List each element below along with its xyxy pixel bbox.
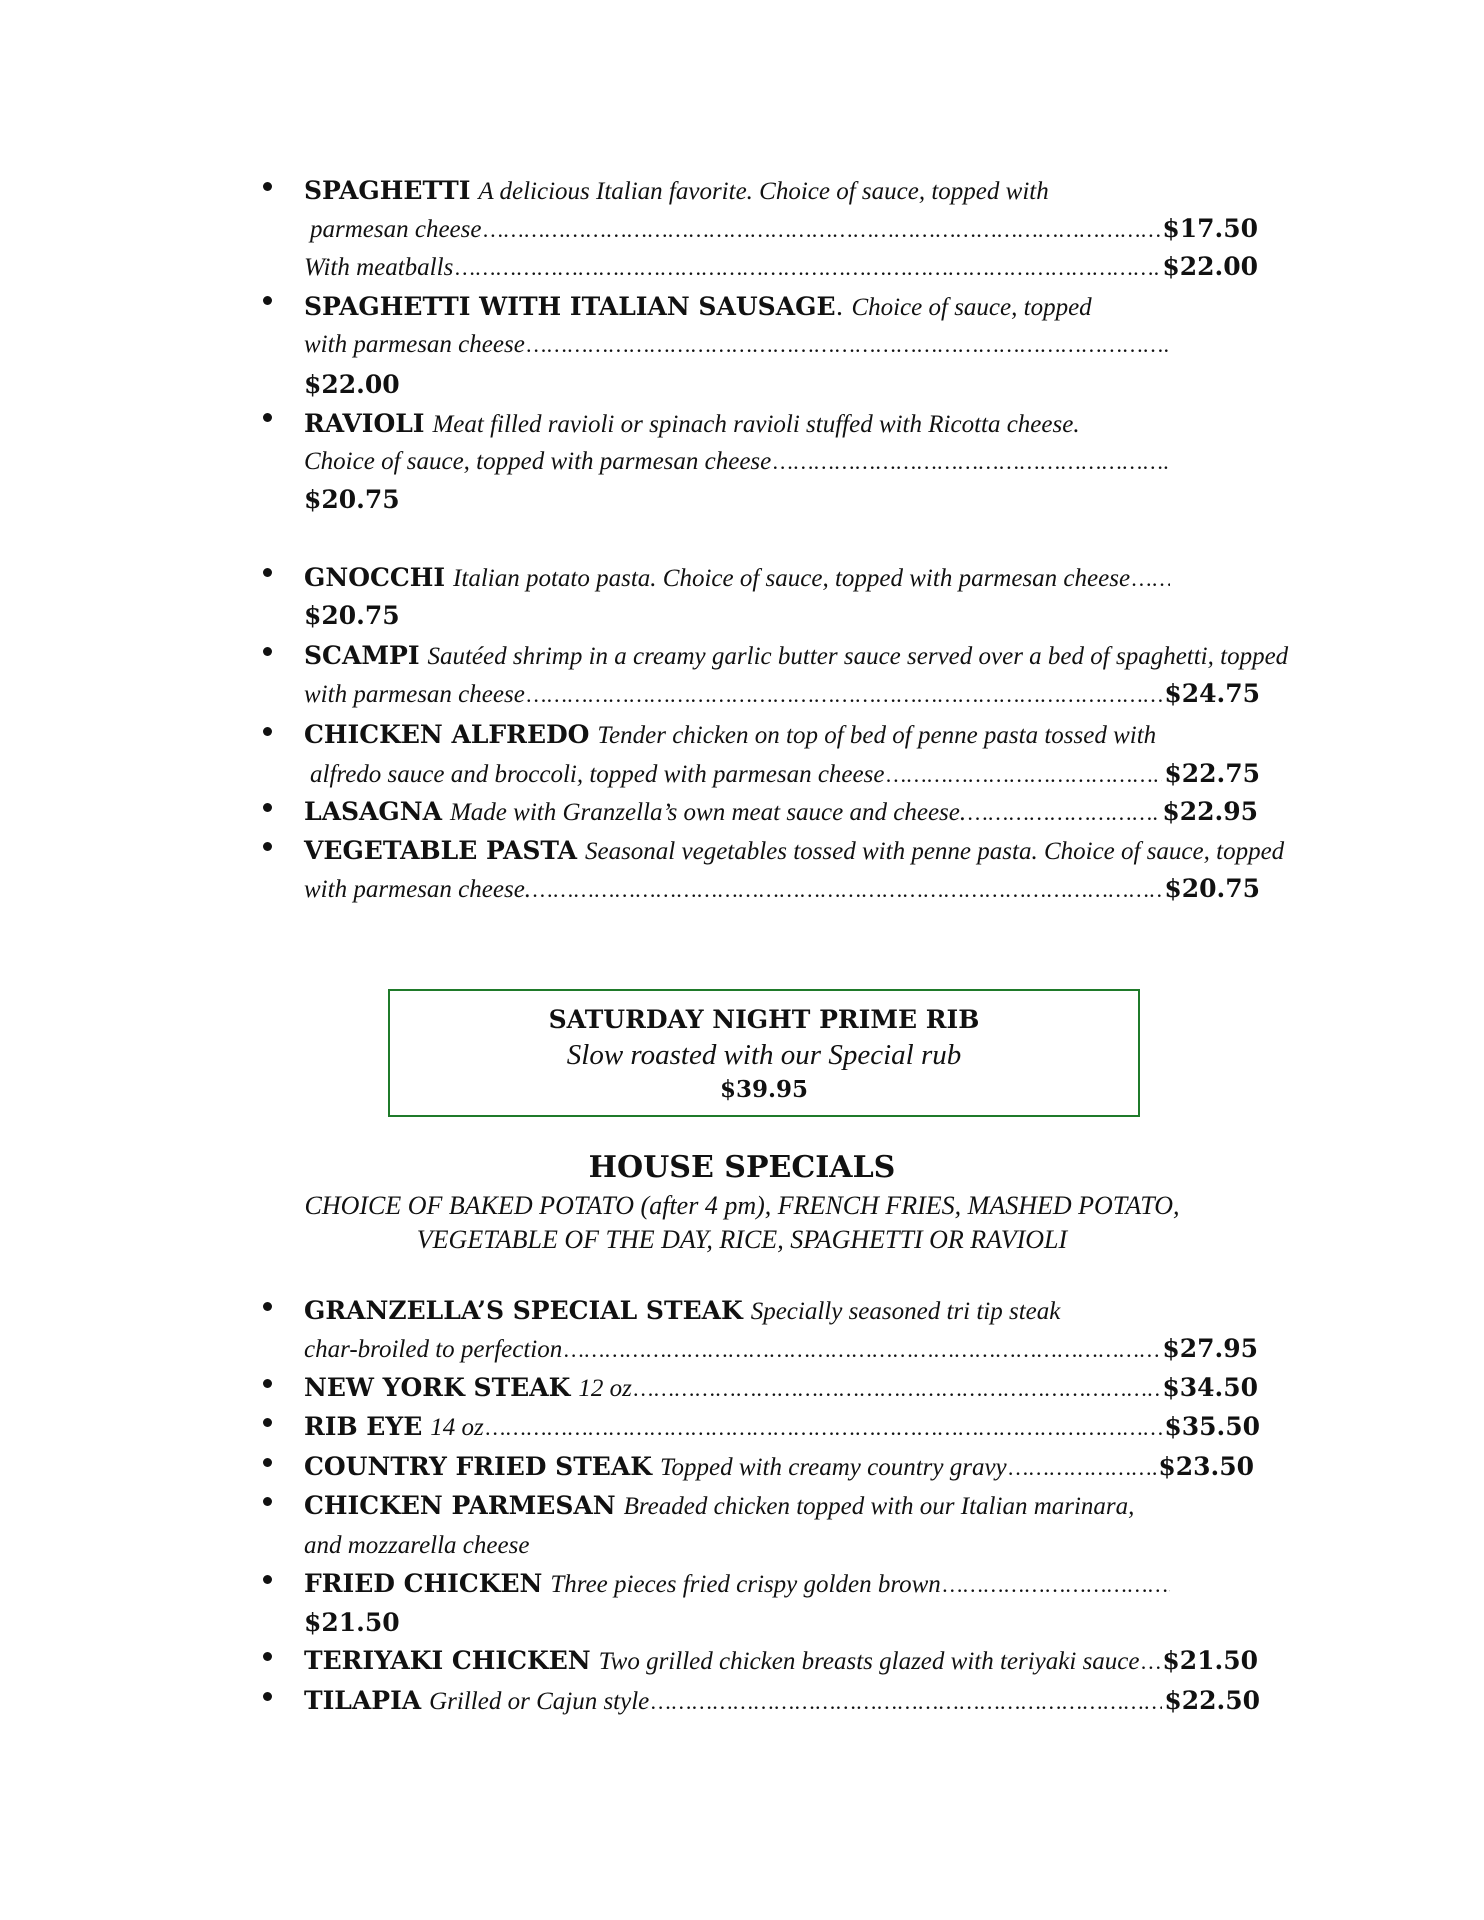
item-name: CHICKEN ALFREDO bbox=[304, 720, 590, 749]
menu-item-country-fried-steak bbox=[304, 1452, 1254, 1482]
menu-item-ravioli bbox=[304, 409, 1080, 439]
menu-item-tilapia bbox=[304, 1686, 1260, 1716]
bullet bbox=[263, 803, 272, 812]
menu-item-new-york-steak bbox=[304, 1373, 1258, 1403]
bullet bbox=[263, 727, 272, 736]
item-description: Breaded chicken topped with our Italian marinara, bbox=[623, 1493, 1135, 1520]
item-name: TERIYAKI CHICKEN bbox=[304, 1646, 591, 1675]
leader-dots bbox=[651, 1687, 1162, 1717]
menu-item-gnocchi bbox=[304, 563, 1172, 593]
menu-item-gnocchi-price bbox=[304, 601, 400, 631]
item-description: Seasonal vegetables tossed with penne pasta. Choice of sauce, topped bbox=[584, 838, 1285, 865]
bullet bbox=[263, 413, 272, 422]
item-description: Sautéed shrimp in a creamy garlic butter sauce served over a bed of spaghetti, topped bbox=[427, 643, 1289, 670]
prime-rib-box bbox=[388, 989, 1140, 1117]
bullet bbox=[263, 1575, 272, 1584]
item-name: NEW YORK STEAK bbox=[304, 1373, 571, 1402]
menu-item-rib-eye bbox=[304, 1412, 1260, 1442]
item-description: Tender chicken on top of bed of penne pasta tossed with bbox=[597, 722, 1157, 749]
leader-dots bbox=[455, 253, 1160, 283]
menu-item-chicken-parmesan bbox=[304, 1491, 1134, 1521]
sides-line-1: CHOICE OF BAKED POTATO (after 4 pm), FRENCH FRIES, MASHED POTATO, bbox=[304, 1191, 1180, 1220]
item-price: $27.95 bbox=[1162, 1334, 1258, 1363]
menu-item-chicken-parmesan-line2 bbox=[304, 1530, 529, 1560]
item-price: $22.50 bbox=[1164, 1686, 1260, 1715]
bullet bbox=[263, 568, 272, 577]
sides-line-2: VEGETABLE OF THE DAY, RICE, SPAGHETTI OR RAVIOLI bbox=[416, 1225, 1068, 1254]
item-price: $34.50 bbox=[1162, 1373, 1258, 1402]
item-description: Grilled or Cajun style bbox=[429, 1688, 650, 1715]
item-name-suffix: . bbox=[835, 292, 844, 321]
item-description: A delicious Italian favorite. Choice of sauce, topped with bbox=[478, 178, 1049, 205]
leader-dots bbox=[486, 1413, 1163, 1443]
item-price: $22.00 bbox=[304, 370, 400, 399]
item-price: $20.75 bbox=[1164, 874, 1260, 903]
item-description: Made with Granzella’s own meat sauce and cheese. bbox=[449, 799, 967, 826]
menu-item-vegetable-pasta-line2 bbox=[304, 874, 1260, 904]
leader-dots bbox=[1132, 564, 1170, 594]
prime-rib-title: SATURDAY NIGHT PRIME RIB bbox=[548, 1005, 980, 1034]
prime-rib-subtitle: Slow roasted with our Special rub bbox=[566, 1039, 962, 1071]
item-description: alfredo sauce and broccoli, topped with parmesan cheese bbox=[310, 761, 885, 788]
item-name: VEGETABLE PASTA bbox=[304, 836, 578, 865]
item-name: COUNTRY FRIED STEAK bbox=[304, 1452, 652, 1481]
item-name: SCAMPI bbox=[304, 641, 420, 670]
leader-dots bbox=[527, 680, 1163, 710]
item-price: $23.50 bbox=[1158, 1452, 1254, 1481]
leader-dots bbox=[773, 447, 1170, 477]
menu-item-lasagna bbox=[304, 797, 1258, 827]
item-description: Meat filled ravioli or spinach ravioli stuffed with Ricotta cheese. bbox=[432, 411, 1080, 438]
menu-item-ravioli-price bbox=[304, 485, 400, 515]
item-price: $24.75 bbox=[1164, 679, 1260, 708]
bullet bbox=[263, 1458, 272, 1467]
item-description: with parmesan cheese bbox=[304, 681, 525, 708]
item-price: $17.50 bbox=[1162, 214, 1258, 243]
item-description: Choice of sauce, topped bbox=[851, 294, 1092, 321]
bullet bbox=[263, 647, 272, 656]
bullet bbox=[263, 182, 272, 191]
bullet bbox=[263, 842, 272, 851]
item-price: $20.75 bbox=[304, 601, 400, 630]
item-description: Two grilled chicken breasts glazed with teriyaki sauce bbox=[598, 1648, 1140, 1675]
item-name: RAVIOLI bbox=[304, 409, 425, 438]
menu-item-special-steak bbox=[304, 1296, 1060, 1326]
leader-dots bbox=[483, 215, 1160, 245]
item-description: 12 oz bbox=[578, 1375, 632, 1402]
item-description: with parmesan cheese. bbox=[304, 876, 532, 903]
item-description: Topped with creamy country gravy bbox=[659, 1454, 1007, 1481]
leader-dots bbox=[564, 1335, 1160, 1365]
leader-dots bbox=[634, 1374, 1161, 1404]
menu-item-chicken-alfredo-line2 bbox=[310, 759, 1260, 789]
menu-item-fried-chicken bbox=[304, 1569, 1172, 1599]
item-name: TILAPIA bbox=[304, 1686, 422, 1715]
leader-dots bbox=[527, 330, 1170, 360]
bullet bbox=[263, 1418, 272, 1427]
bullet bbox=[263, 1652, 272, 1661]
item-description: and mozzarella cheese bbox=[304, 1532, 530, 1559]
item-name: FRIED CHICKEN bbox=[304, 1569, 543, 1598]
item-price: $35.50 bbox=[1164, 1412, 1260, 1441]
menu-item-vegetable-pasta bbox=[304, 836, 1284, 866]
item-price: $21.50 bbox=[1162, 1646, 1258, 1675]
item-name: LASAGNA bbox=[304, 797, 443, 826]
house-specials-title: HOUSE SPECIALS bbox=[588, 1150, 896, 1185]
menu-item-chicken-alfredo bbox=[304, 720, 1156, 750]
item-name: GRANZELLA’S SPECIAL STEAK bbox=[304, 1296, 743, 1325]
menu-item-spaghetti-sausage bbox=[304, 292, 1092, 322]
item-description: char-broiled to perfection bbox=[304, 1336, 563, 1363]
bullet bbox=[263, 296, 272, 305]
leader-dots bbox=[886, 760, 1162, 790]
item-description: Specially seasoned tri tip steak bbox=[750, 1298, 1061, 1325]
menu-item-scampi-line2 bbox=[304, 679, 1260, 709]
item-price: $22.00 bbox=[1162, 252, 1258, 281]
menu-item-fried-chicken-price bbox=[304, 1608, 400, 1638]
menu-item-spaghetti-sausage-price bbox=[304, 370, 400, 400]
leader-dots bbox=[1142, 1647, 1161, 1677]
bullet bbox=[263, 1497, 272, 1506]
menu-item-spaghetti-sausage-line2 bbox=[304, 330, 1172, 360]
menu-item-ravioli-line2 bbox=[304, 447, 1172, 477]
leader-dots bbox=[968, 798, 1160, 828]
bullet bbox=[263, 1379, 272, 1388]
menu-item-special-steak-line2 bbox=[304, 1334, 1258, 1364]
item-name: SPAGHETTI bbox=[304, 176, 471, 205]
menu-item-spaghetti-line2 bbox=[310, 214, 1258, 244]
item-description: Italian potato pasta. Choice of sauce, topped with parmesan cheese bbox=[453, 565, 1131, 592]
item-description: With meatballs bbox=[304, 254, 454, 281]
leader-dots bbox=[943, 1570, 1170, 1600]
bullet bbox=[263, 1302, 272, 1311]
menu-item-teriyaki-chicken bbox=[304, 1646, 1258, 1676]
item-name: RIB EYE bbox=[304, 1412, 423, 1441]
item-description: Choice of sauce, topped with parmesan cheese bbox=[304, 448, 772, 475]
item-price: $22.95 bbox=[1162, 797, 1258, 826]
item-description: 14 oz bbox=[430, 1414, 484, 1441]
item-name: GNOCCHI bbox=[304, 563, 446, 592]
item-price: $22.75 bbox=[1164, 759, 1260, 788]
menu-item-scampi bbox=[304, 641, 1288, 671]
item-description: parmesan cheese bbox=[310, 216, 482, 243]
item-description: Three pieces fried crispy golden brown bbox=[550, 1571, 941, 1598]
menu-item-spaghetti bbox=[304, 176, 1049, 206]
item-description: with parmesan cheese bbox=[304, 331, 525, 358]
prime-rib-price: $39.95 bbox=[719, 1076, 809, 1103]
item-price: $21.50 bbox=[304, 1608, 400, 1637]
item-name: CHICKEN PARMESAN bbox=[304, 1491, 616, 1520]
item-name: SPAGHETTI WITH ITALIAN SAUSAGE bbox=[304, 292, 836, 321]
item-price: $20.75 bbox=[304, 485, 400, 514]
leader-dots bbox=[533, 875, 1162, 905]
menu-item-spaghetti-meatballs bbox=[304, 252, 1258, 282]
bullet bbox=[263, 1692, 272, 1701]
leader-dots bbox=[1009, 1453, 1157, 1483]
